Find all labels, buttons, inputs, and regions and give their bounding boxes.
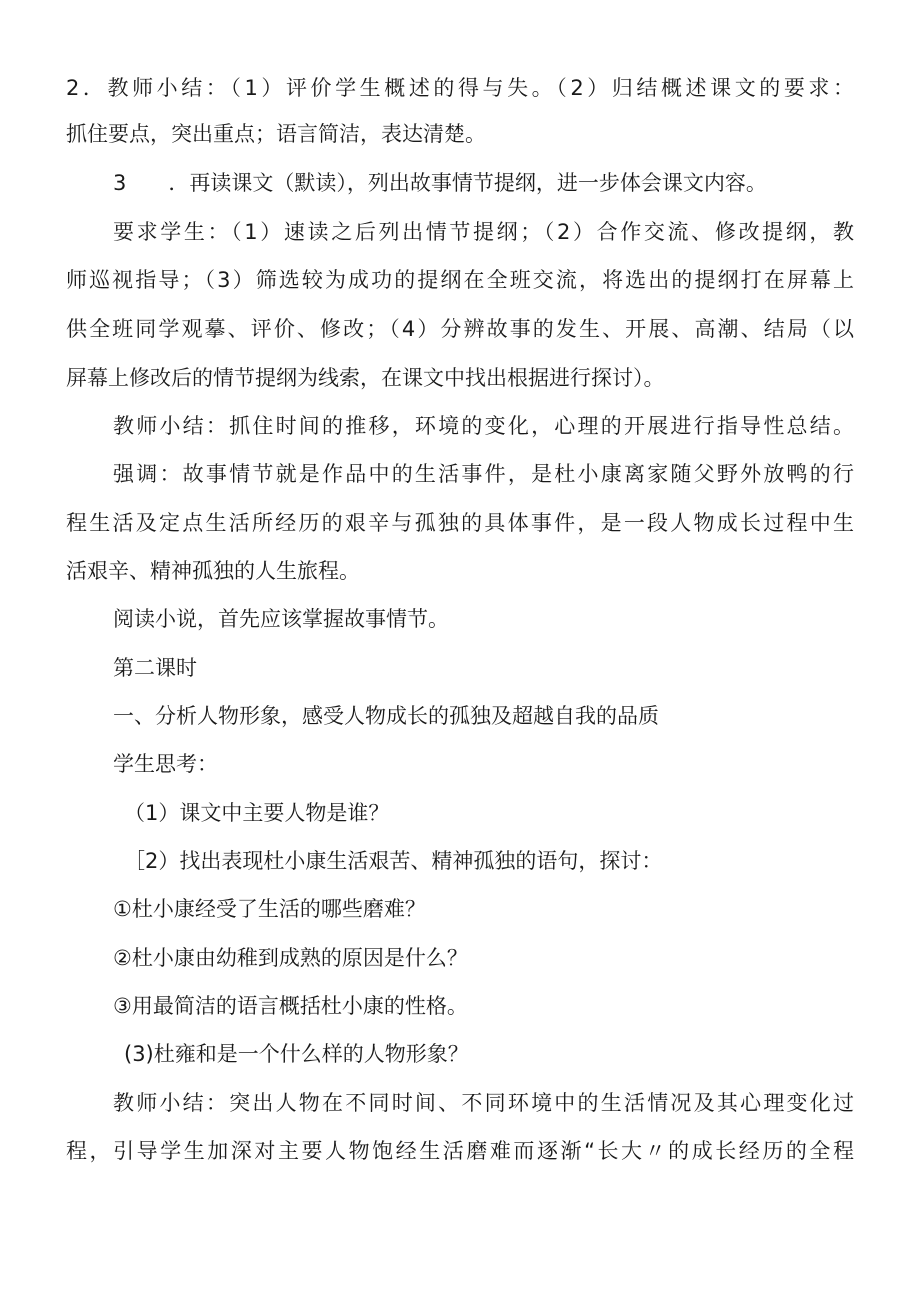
paragraph-line-2: 抓住要点，突出重点；语言简洁，表达清楚。 <box>66 122 486 146</box>
section-heading-lesson-two: 第二课时 <box>113 656 197 680</box>
question-item-1: （1）课文中主要人物是谁？ <box>124 801 390 825</box>
paragraph-line-5: 师巡视指导；（3）筛选较为成功的提纲在全班交流，将选出的提纲打在屏幕上 <box>66 268 854 292</box>
question-item-3: (3)杜雍和是一个什么样的人物形象？ <box>124 1042 469 1066</box>
paragraph-line-6: 供全班同学观摹、评价、修改；（4）分辨故事的发生、开展、高潮、结局（以 <box>66 317 854 341</box>
paragraph-line-15: 学生思考： <box>113 752 218 776</box>
paragraph-line-12: 阅读小说，首先应该掌握故事情节。 <box>113 607 449 631</box>
paragraph-line-3: 3 ．再读课文（默读），列出故事情节提纲，进一步体会课文内容。 <box>113 171 767 195</box>
paragraph-line-9: 强调：故事情节就是作品中的生活事件，是杜小康离家随父野外放鸭的行 <box>113 462 854 486</box>
sub-question-2: ②杜小康由幼稚到成熟的原因是什么？ <box>113 946 468 970</box>
sub-question-3: ③用最简洁的语言概括杜小康的性格。 <box>113 994 468 1018</box>
paragraph-line-22: 教师小结：突出人物在不同时间、不同环境中的生活情况及其心理变化过 <box>113 1091 854 1115</box>
paragraph-line-4: 要求学生：（1）速读之后列出情节提纲；（2）合作交流、修改提纲，教 <box>113 220 854 244</box>
paragraph-line-23: 程，引导学生加深对主要人物饱经生活磨难而逐渐“长大〃的成长经历的全程 <box>66 1139 854 1163</box>
paragraph-line-11: 活艰辛、精神孤独的人生旅程。 <box>66 559 360 583</box>
paragraph-line-10: 程生活及定点生活所经历的艰辛与孤独的具体事件，是一段人物成长过程中生 <box>66 511 854 535</box>
paragraph-line-1: 2．教师小结：（1）评价学生概述的得与失。（2）归结概述课文的要求： <box>66 76 854 100</box>
sub-question-1: ①杜小康经受了生活的哪些磨难？ <box>113 897 426 921</box>
paragraph-line-8: 教师小结：抓住时间的推移，环境的变化，心理的开展进行指导性总结。 <box>113 414 854 438</box>
section-heading-analysis: 一、分析人物形象，感受人物成长的孤独及超越自我的品质 <box>113 704 659 728</box>
paragraph-line-7: 屏幕上修改后的情节提纲为线索，在课文中找出根据进行探讨）。 <box>66 366 665 390</box>
question-item-2: ［2）找出表现杜小康生活艰苦、精神孤独的语句，探讨： <box>124 849 663 873</box>
